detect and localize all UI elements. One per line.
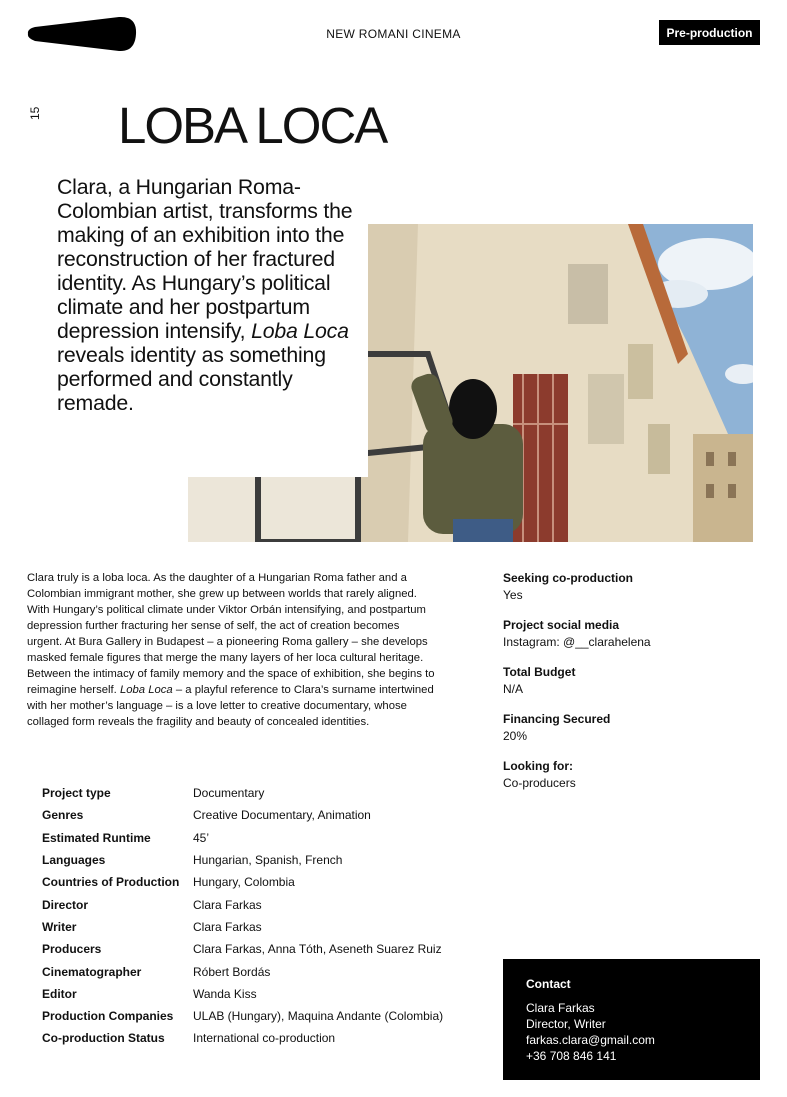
detail-label: Editor (42, 986, 77, 1001)
detail-value: Wanda Kiss (193, 986, 257, 1001)
table-row (42, 960, 462, 982)
table-row (42, 804, 462, 826)
info-label: Total Budget (503, 665, 576, 679)
info-item (503, 711, 763, 745)
header-title: NEW ROMANI CINEMA (326, 27, 461, 41)
synopsis-film-title: Loba Loca (119, 684, 173, 696)
detail-value: Hungarian, Spanish, French (193, 853, 343, 868)
info-item (503, 617, 763, 651)
table-row (42, 1027, 462, 1049)
page-title: LOBA LOCA (118, 97, 387, 154)
info-item (503, 570, 763, 604)
logline-film-title: Loba Loca (251, 319, 349, 343)
detail-value: Clara Farkas (193, 897, 262, 912)
detail-label: Production Companies (42, 1009, 174, 1024)
table-row (42, 916, 462, 938)
info-value: 20% (503, 729, 528, 743)
detail-value: Creative Documentary, Animation (193, 808, 371, 823)
detail-label: Genres (42, 808, 84, 823)
detail-label: Producers (42, 942, 102, 957)
detail-label: Project type (42, 786, 111, 801)
contact-name: Clara Farkas (526, 1001, 595, 1015)
info-label: Seeking co-production (503, 571, 634, 585)
table-row (42, 938, 462, 960)
detail-label: Languages (42, 853, 106, 868)
detail-value: 45’ (193, 830, 210, 845)
detail-value: Róbert Bordás (193, 964, 271, 979)
detail-label: Estimated Runtime (42, 830, 151, 845)
synopsis-text-after: – a playful reference to Clara’s surname intertwined with her mother’s language – is a love letter to creative documentary, whose collaged form reveals the fragility and beauty of concealed identities. (27, 684, 434, 728)
detail-label: Co-production Status (42, 1031, 165, 1046)
detail-label: Cinematographer (42, 964, 142, 979)
table-row (42, 782, 462, 804)
info-value: Yes (503, 588, 523, 602)
status-badge: Pre-production (659, 20, 760, 45)
contact-label: Contact (526, 977, 571, 991)
logline-text-after: reveals identity as something performed and constantly remade. (57, 343, 326, 415)
info-label: Looking for: (503, 759, 573, 773)
detail-value: Clara Farkas, Anna Tóth, Aseneth Suarez Ruiz (193, 942, 442, 957)
info-label: Financing Secured (503, 712, 611, 726)
page-number: 15 (28, 106, 42, 120)
detail-label: Director (42, 897, 89, 912)
table-row (42, 849, 462, 871)
info-label: Project social media (503, 618, 620, 632)
detail-value: Hungary, Colombia (193, 875, 295, 890)
synopsis-text-before: Clara truly is a loba loca. As the daughter of a Hungarian Roma father and a Colombian immigrant mother, she grew up between worlds that rarely aligned. With Hungary’s political climate under Viktor Orbán intensifying, and postpartum depression further fracturing her sense of self, the act of creation becomes urgent. At Bura Gallery in Budapest – a pioneering Roma gallery – she develops masked female figures that merge the many layers of her loca cultural heritage. Between the intimacy of family memory and the space of exhibition, she begins to reimagine herself. (27, 572, 435, 696)
detail-label: Writer (42, 919, 77, 934)
table-row (42, 893, 462, 915)
contact-phone[interactable]: +36 708 846 141 (526, 1049, 617, 1063)
table-row (42, 871, 462, 893)
project-info (503, 570, 763, 805)
detail-value: ULAB (Hungary), Maquina Andante (Colombia) (193, 1009, 444, 1024)
contact-email[interactable]: farkas.clara@gmail.com (526, 1033, 655, 1047)
detail-value: International co-production (193, 1031, 336, 1046)
contact-role: Director, Writer (526, 1017, 606, 1031)
info-value: Instagram: @__clarahelena (503, 635, 651, 649)
info-value: N/A (503, 682, 524, 696)
detail-value: Documentary (193, 786, 265, 801)
detail-value: Clara Farkas (193, 919, 262, 934)
logline (57, 175, 357, 415)
table-row (42, 1005, 462, 1027)
info-item (503, 758, 763, 792)
info-value: Co-producers (503, 776, 576, 790)
info-item (503, 664, 763, 698)
table-row (42, 983, 462, 1005)
detail-label: Countries of Production (42, 875, 180, 890)
project-details-table (42, 782, 462, 1050)
synopsis (27, 570, 437, 730)
logline-text-before: Clara, a Hungarian Roma-Colombian artist, transforms the making of an exhibition into the reconstruction of her fractured identity. As Hungary’s political climate and her postpartum depression intensify, (57, 175, 353, 343)
contact-box (503, 959, 760, 1080)
table-row (42, 827, 462, 849)
